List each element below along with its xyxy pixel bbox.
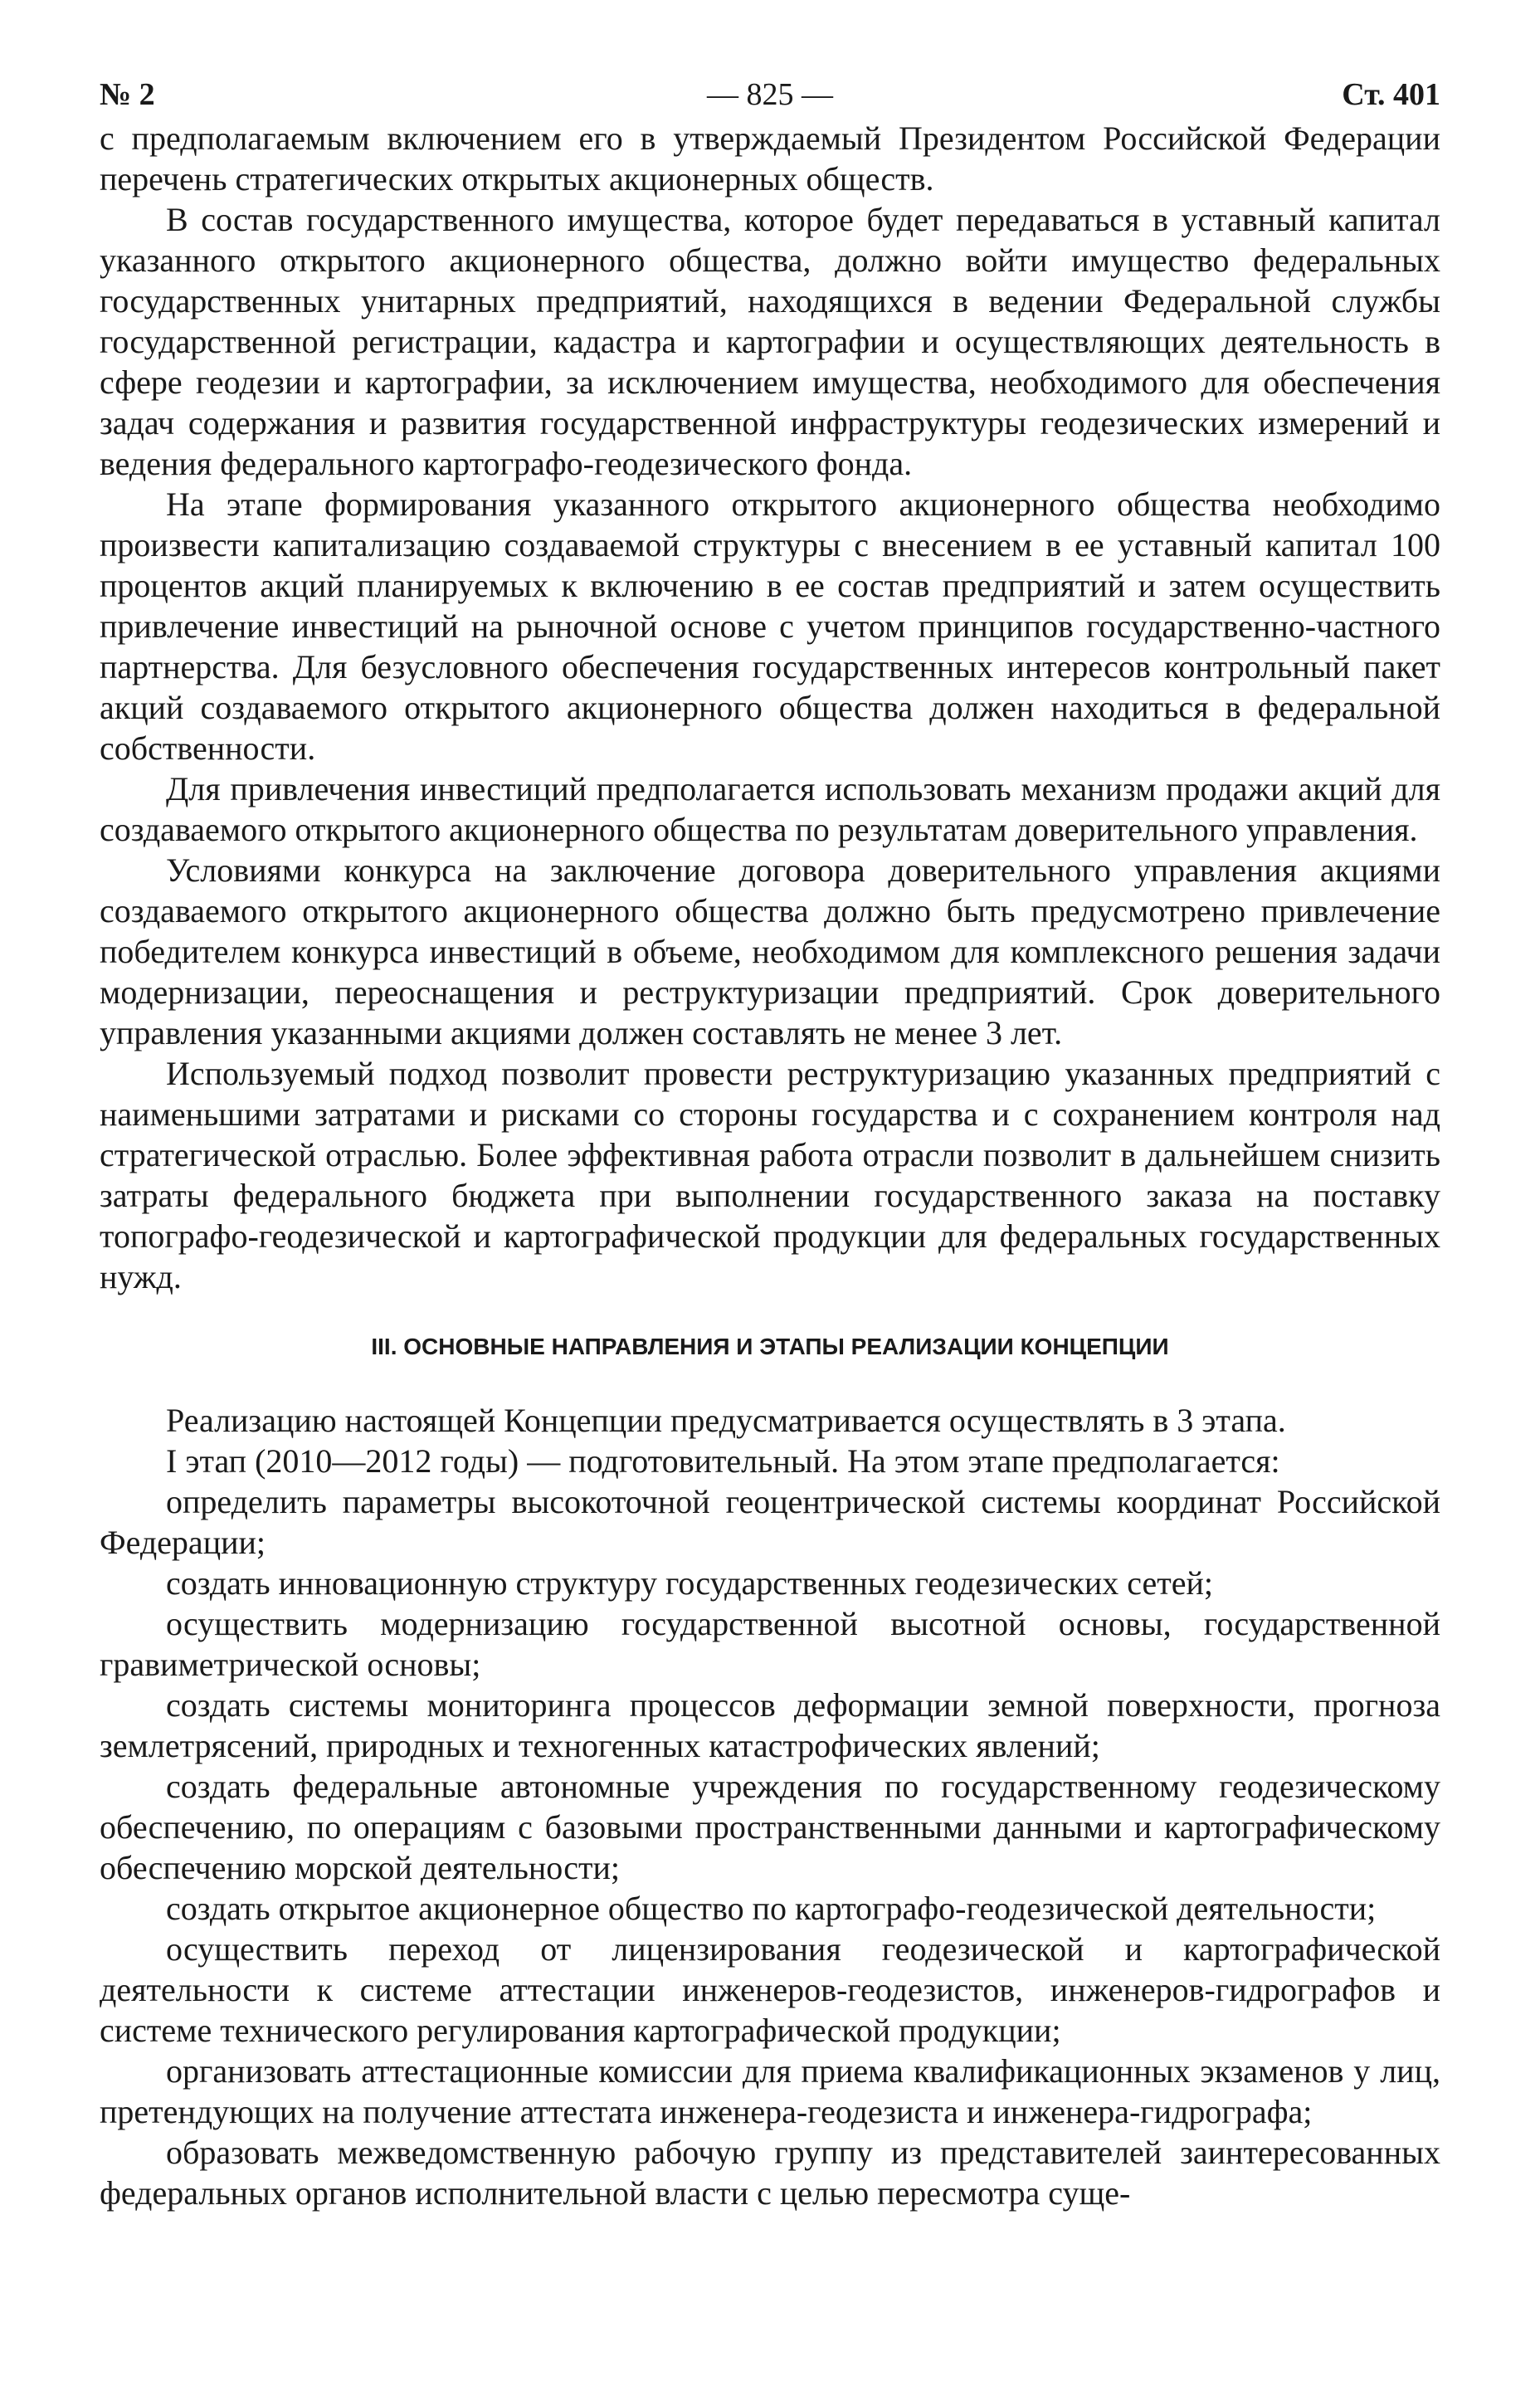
article-number: Ст. 401 [1342, 77, 1440, 112]
list-item: организовать аттестационные комиссии для приема квалификационных экзаменов у лиц, претендующих на получение аттестата инженера-геодезиста и инженера-гидрографа; [100, 2052, 1440, 2130]
body-text-bottom [100, 1400, 1440, 2213]
page-header [100, 71, 1440, 118]
list-item: создать инновационную структуру государственных геодезических сетей; [166, 1564, 1214, 1602]
list-item: создать системы мониторинга процессов деформации земной поверхности, прогноза землетрясений, природных и техногенных катастрофических явлений; [100, 1686, 1440, 1764]
list-item: создать открытое акционерное общество по картографо-геодезической деятельности; [166, 1890, 1377, 1927]
page-number: — 825 — [707, 77, 833, 112]
list-item: образовать межведомственную рабочую группу из представителей заинтересованных федеральных органов исполнительной власти с целью пересмотра суще- [100, 2134, 1440, 2212]
paragraph: На этапе формирования указанного открытого акционерного общества необходимо произвести капитализацию создаваемой структуры с внесением в ее уставный капитал 100 процентов акций планируемых к включению в ее состав предприятий и затем осуществить привлечение инвестиций на рыночной основе с учетом принципов государственно-частного партнерства. Для безусловного обеспечения государственных интересов контрольный пакет акций создаваемого открытого акционерного общества должен находиться в федеральной собственности. [100, 485, 1440, 767]
paragraph: Используемый подход позволит провести реструктуризацию указанных предприятий с наименьшими затратами и рисками со стороны государства и с сохранением контроля над стратегической отраслью. Более эффективная работа отрасли позволит в дальнейшем снизить затраты федерального бюджета при выполнении государственного заказа на поставку топографо-геодезической и картографической продукции для федеральных государственных нужд. [100, 1055, 1440, 1295]
list-item: создать федеральные автономные учреждения по государственному геодезическому обеспечению, по операциям с базовыми пространственными данными и картографическому обеспечению морской деятельности; [100, 1768, 1440, 1886]
list-item: определить параметры высокоточной геоцентрической системы координат Российской Федерации; [100, 1483, 1440, 1561]
issue-number: № 2 [100, 77, 155, 112]
paragraph: I этап (2010—2012 годы) — подготовительный. На этом этапе предполагается: [166, 1442, 1280, 1480]
list-item: осуществить переход от лицензирования геодезической и картографической деятельности к системе аттестации инженеров-геодезистов, инженеров-гидрографов и системе технического регулирования картографической продукции; [100, 1930, 1440, 2049]
list-item: осуществить модернизацию государственной высотной основы, государственной гравиметрической основы; [100, 1605, 1440, 1683]
body-text-top [100, 118, 1440, 1297]
paragraph: Реализацию настоящей Концепции предусматривается осуществлять в 3 этапа. [166, 1402, 1286, 1439]
paragraph: Условиями конкурса на заключение договора доверительного управления акциями создаваемого открытого акционерного общества должно быть предусмотрено привлечение победителем конкурса инвестиций в объеме, необходимом для комплексного решения задачи модернизации, переоснащения и реструктуризации предприятий. Срок доверительного управления указанными акциями должен составлять не менее 3 лет. [100, 851, 1440, 1051]
section-heading: III. ОСНОВНЫЕ НАПРАВЛЕНИЯ И ЭТАПЫ РЕАЛИЗАЦИИ КОНЦЕПЦИИ [371, 1334, 1169, 1359]
paragraph: В состав государственного имущества, которое будет передаваться в уставный капитал указанного открытого акционерного общества, должно войти имущество федеральных государственных унитарных предприятий, находящихся в ведении Федеральной службы государственной регистрации, кадастра и картографии и осуществляющих деятельность в сфере геодезии и картографии, за исключением имущества, необходимого для обеспечения задач содержания и развития государственной инфраструктуры геодезических измерений и ведения федерального картографо-геодезического фонда. [100, 201, 1440, 482]
paragraph: с предполагаемым включением его в утверждаемый Президентом Российской Федерации перечень стратегических открытых акционерных обществ. [100, 120, 1440, 198]
paragraph: Для привлечения инвестиций предполагается использовать механизм продажи акций для создаваемого открытого акционерного общества по результатам доверительного управления. [100, 770, 1440, 848]
